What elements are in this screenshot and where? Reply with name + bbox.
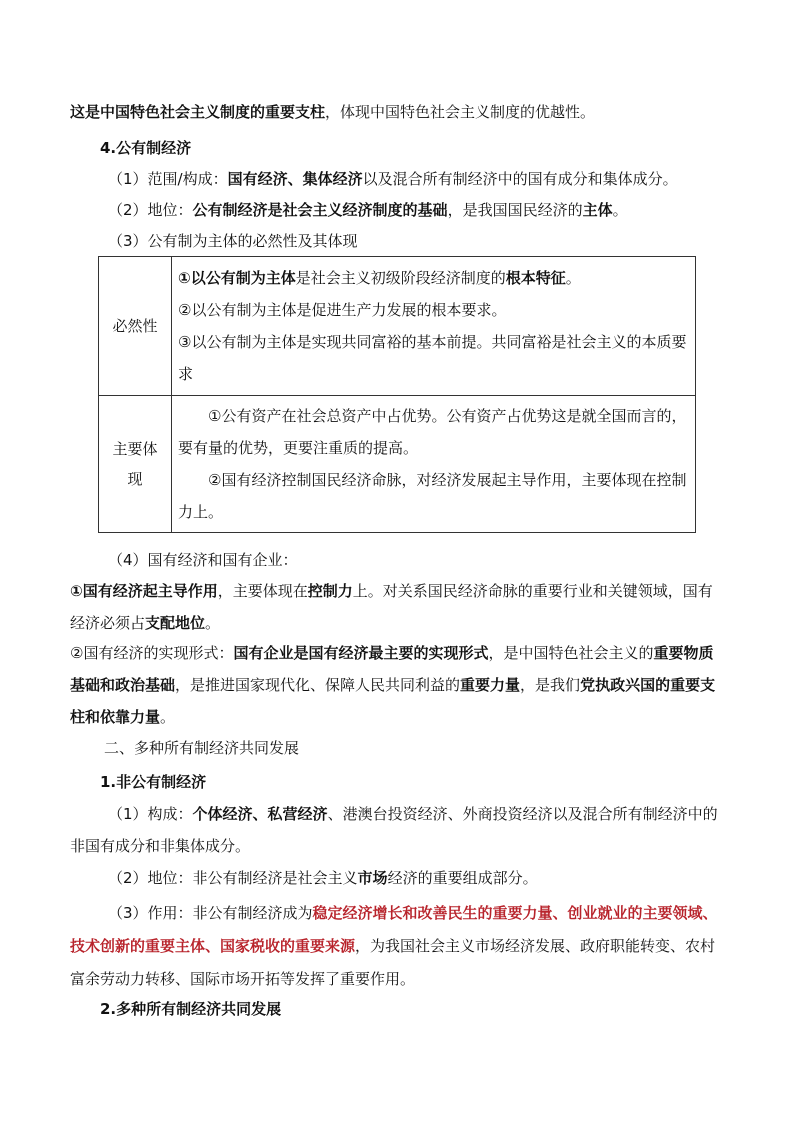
status-line: （2）地位：公有制经济是社会主义经济制度的基础，是我国国民经济的主体。 <box>108 201 628 219</box>
sec4-4-title: （4）国有经济和国有企业： <box>108 551 298 569</box>
table-head-manifestation: 主要体现 <box>99 396 172 533</box>
sec4-4-para-2: ②国有经济的实现形式：国有企业是国有经济最主要的实现形式，是中国特色社会主义的重要物质基础和政治基础，是推进国家现代化、保障人民共同利益的重要力量，是我们党执政兴国的重要支柱和依靠力量。 <box>70 644 716 726</box>
necessity-title: （3）公有制为主体的必然性及其体现 <box>108 232 358 250</box>
necessity-item-3: ③以公有制为主体是实现共同富裕的基本前提。共同富裕是社会主义的本质要求 <box>178 333 687 383</box>
part-2-s2-title: 2.多种所有制经济共同发展 <box>100 1000 282 1018</box>
manifestation-item-1: ①公有资产在社会总资产中占优势。公有资产占优势这是就全国而言的，要有量的优势，更要注重质的提高。 <box>178 407 687 457</box>
intro-rest: ，体现中国特色社会主义制度的优越性。 <box>325 103 596 121</box>
part-2-s1-status: （2）地位：非公有制经济是社会主义市场经济的重要组成部分。 <box>108 869 538 887</box>
sec4-4-para-1: ①国有经济起主导作用，主要体现在控制力上。对关系国民经济命脉的重要行业和关键领域，国有经济必须占支配地位。 <box>70 582 713 632</box>
necessity-table <box>98 256 696 533</box>
necessity-item-2: ②以公有制为主体是促进生产力发展的根本要求。 <box>178 301 507 319</box>
manifestation-item-2: ②国有经济控制国民经济命脉，对经济发展起主导作用，主要体现在控制力上。 <box>178 471 687 521</box>
part-2-s1-role: （3）作用：非公有制经济成为稳定经济增长和改善民生的重要力量、创业就业的主要领域、技术创新的重要主体、国家税收的重要来源，为我国社会主义市场经济发展、政府职能转变、农村富余劳动力转移、国际市场开拓等发挥了重要作用。 <box>70 904 718 988</box>
intro-line <box>70 97 730 127</box>
section-4-title: 4.公有制经济 <box>100 139 192 157</box>
table-row <box>99 396 696 533</box>
table-row <box>99 257 696 396</box>
part-2-s1-title: 1.非公有制经济 <box>100 773 207 791</box>
scope-line: （1）范围/构成：国有经济、集体经济以及混合所有制经济中的国有成分和集体成分。 <box>108 170 678 188</box>
part-2-heading: 二、多种所有制经济共同发展 <box>104 739 300 757</box>
necessity-item-1: ①以公有制为主体是社会主义初级阶段经济制度的根本特征。 <box>178 269 581 287</box>
part-2-s1-composition: （1）构成：个体经济、私营经济、港澳台投资经济、外商投资经济以及混合所有制经济中的非国有成分和非集体成分。 <box>70 805 718 855</box>
intro-bold: 这是中国特色社会主义制度的重要支柱 <box>70 103 326 121</box>
table-head-necessity: 必然性 <box>99 257 172 396</box>
table-cell-necessity <box>172 257 696 396</box>
table-cell-manifestation <box>172 396 696 533</box>
